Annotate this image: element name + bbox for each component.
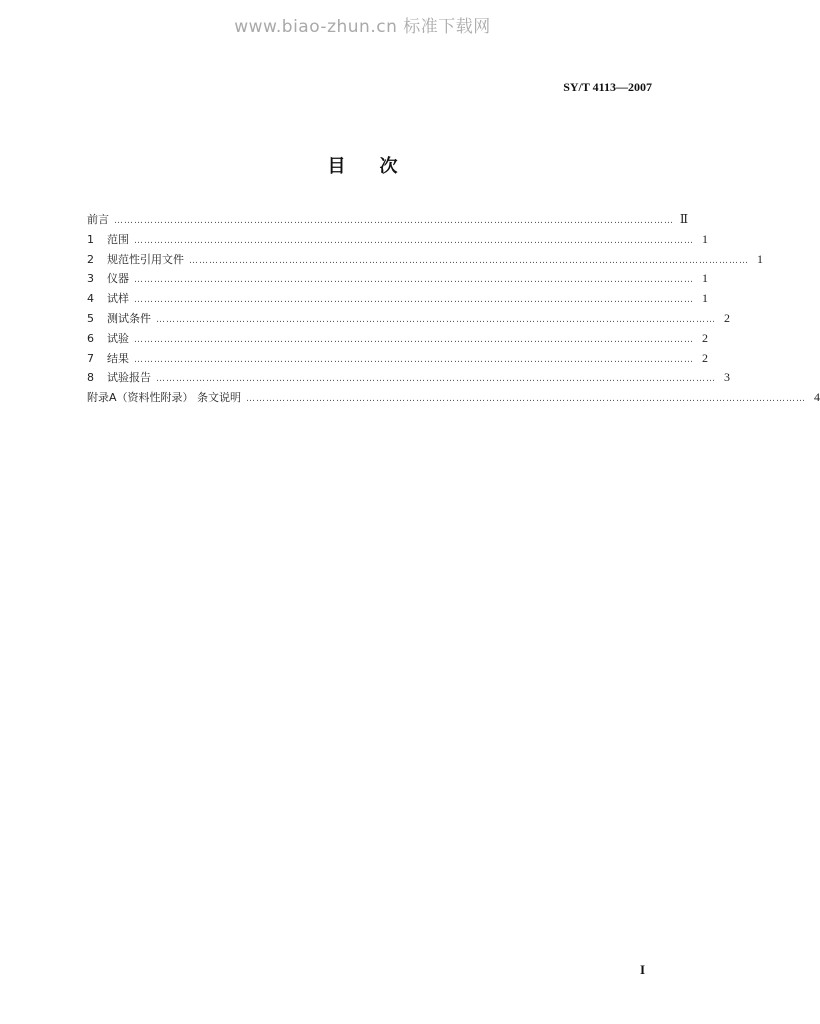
toc-leader-dots: …………………………………………………………………………………………………………………………………………………… — [134, 354, 694, 365]
toc-entry-page: 2 — [702, 350, 708, 365]
toc-entry-page: 1 — [702, 291, 708, 306]
toc-entry-page: 1 — [702, 231, 708, 246]
toc-entry-label: 前言 — [87, 213, 109, 226]
toc-leader-dots: …………………………………………………………………………………………………………………………………………………… — [134, 295, 694, 306]
toc-entry-page: Ⅱ — [679, 212, 688, 226]
toc-entry-number: 5 — [87, 311, 94, 325]
standard-code: SY/T 4113—2007 — [563, 80, 652, 94]
toc-entry-label: 测试条件 — [107, 311, 151, 325]
toc-leader-dots: …………………………………………………………………………………………………………………………………………………… — [134, 334, 694, 345]
toc-entry-label: 仪器 — [107, 272, 129, 286]
toc-entry-page: 1 — [757, 251, 763, 266]
toc-entry-3[interactable] — [87, 270, 708, 290]
watermark: www.biao-zhun.cn 标准下载网 — [234, 17, 491, 37]
toc-leader-dots: …………………………………………………………………………………………………………………………………………………… — [114, 216, 674, 226]
toc-entry-2[interactable] — [87, 251, 763, 271]
toc-entry-5[interactable] — [87, 310, 730, 330]
toc-entry-number: 3 — [87, 272, 94, 286]
toc-leader-dots: …………………………………………………………………………………………………………………………………………………… — [246, 394, 807, 405]
toc-entry-number: 4 — [87, 292, 94, 306]
toc-entry-label: 试样 — [107, 292, 129, 306]
toc-leader-dots: …………………………………………………………………………………………………………………………………………………… — [189, 255, 749, 266]
toc-entry-page: 2 — [702, 330, 708, 345]
toc-entry-number: 6 — [87, 331, 94, 345]
toc-entry-page: 3 — [724, 370, 730, 385]
toc-entry-label: 试验报告 — [107, 371, 151, 385]
toc-leader-dots: …………………………………………………………………………………………………………………………………………………… — [134, 235, 694, 246]
toc-leader-dots: …………………………………………………………………………………………………………………………………………………… — [156, 314, 716, 325]
toc-entry-number: 7 — [87, 351, 94, 365]
table-of-contents — [87, 211, 820, 409]
toc-entry-4[interactable] — [87, 290, 708, 310]
toc-entry-label: 范围 — [107, 232, 129, 246]
page-number: I — [639, 962, 645, 977]
toc-entry-label: 结果 — [107, 351, 129, 365]
toc-entry-label: 规范性引用文件 — [107, 252, 184, 266]
toc-entry-8[interactable] — [87, 369, 730, 389]
toc-entry-label: 附录A（资料性附录） 条文说明 — [87, 391, 242, 405]
toc-entry-1[interactable] — [87, 231, 708, 251]
toc-entry-page: 4 — [814, 390, 820, 405]
toc-entry-6[interactable] — [87, 330, 708, 350]
toc-entry-foreword[interactable] — [87, 211, 688, 231]
toc-entry-number: 1 — [87, 232, 94, 246]
toc-entry-number: 2 — [87, 252, 94, 266]
page-title: 目次 — [327, 156, 432, 177]
toc-leader-dots: …………………………………………………………………………………………………………………………………………………… — [156, 374, 716, 385]
toc-entry-7[interactable] — [87, 350, 708, 370]
toc-leader-dots: …………………………………………………………………………………………………………………………………………………… — [134, 275, 694, 286]
toc-entry-appendix-a[interactable] — [87, 389, 820, 409]
toc-entry-page: 1 — [702, 271, 708, 286]
toc-entry-number: 8 — [87, 371, 94, 385]
toc-entry-label: 试验 — [107, 331, 129, 345]
toc-entry-page: 2 — [724, 310, 730, 325]
